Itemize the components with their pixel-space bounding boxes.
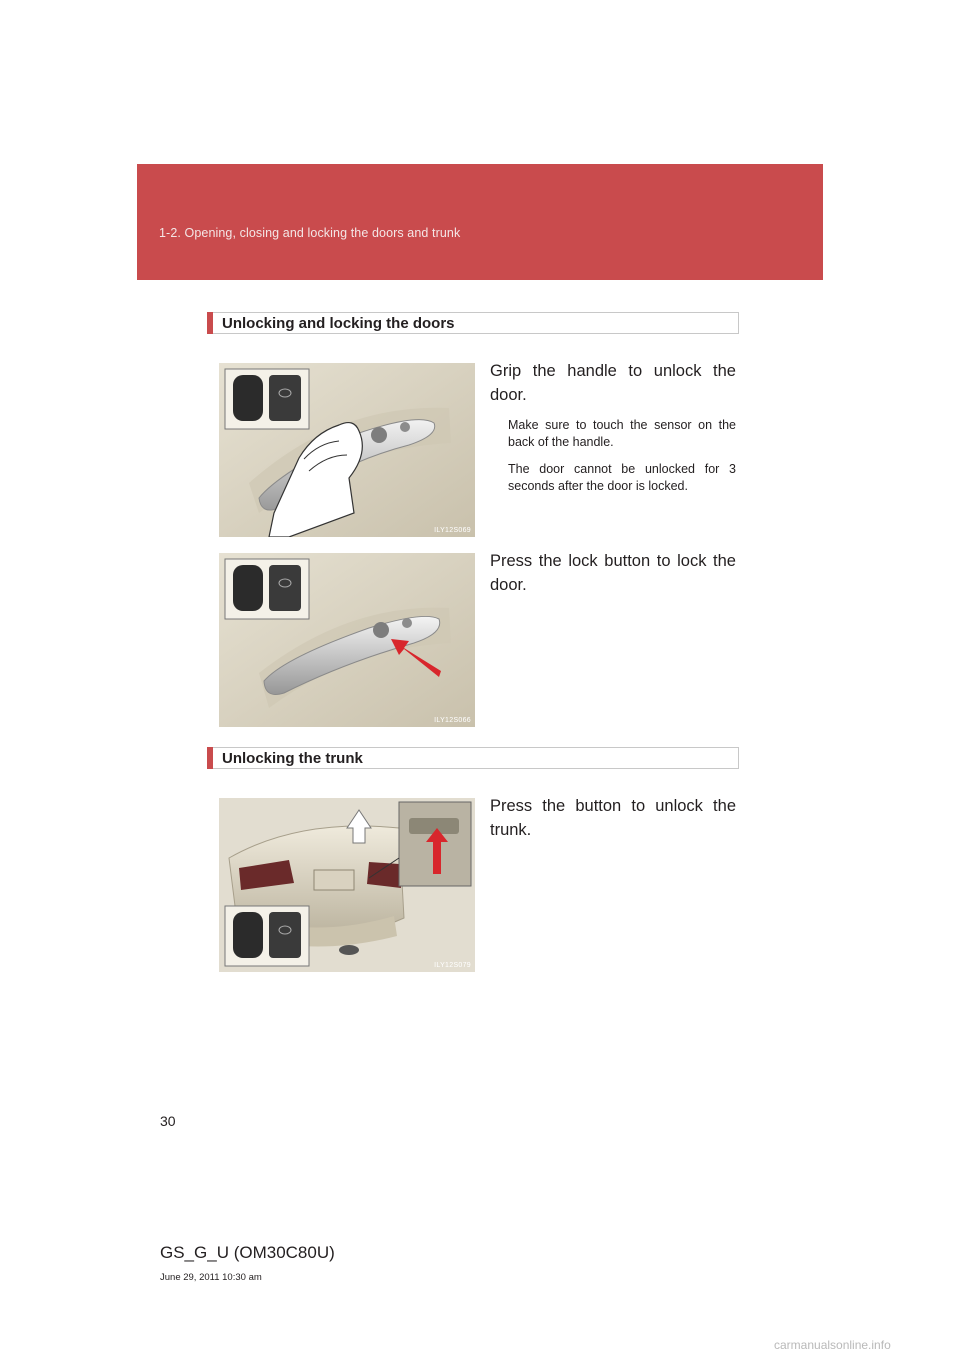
note-sensor: Make sure to touch the sensor on the back of the handle.: [508, 418, 736, 449]
document-date: June 29, 2011 10:30 am: [160, 1272, 262, 1283]
header-band: [137, 164, 823, 280]
section-title: 1-2. Opening, closing and locking the doors and trunk: [159, 226, 461, 240]
watermark: carmanualsonline.info: [774, 1338, 891, 1352]
step-text-lock: Press the lock button to lock the door.: [490, 552, 736, 594]
figure-code: ILY12S079: [434, 962, 471, 969]
heading-text: Unlocking the trunk: [222, 750, 363, 767]
step-text-trunk: Press the button to unlock the trunk.: [490, 797, 736, 839]
figure-trunk-button: [219, 798, 475, 972]
step-text-grip: Grip the handle to unlock the door.: [490, 362, 736, 404]
figure-lock-button: [219, 553, 475, 727]
page-number: 30: [160, 1113, 176, 1129]
section-heading-doors: [207, 312, 739, 334]
figure-grip-handle: [219, 363, 475, 537]
document-id: GS_G_U (OM30C80U): [160, 1243, 335, 1262]
section-heading-trunk: [207, 747, 739, 769]
note-lock-delay: The door cannot be unlocked for 3 seconds after the door is locked.: [508, 462, 736, 493]
heading-accent: [207, 312, 213, 334]
figure-code: ILY12S066: [434, 717, 471, 724]
heading-accent: [207, 747, 213, 769]
heading-text: Unlocking and locking the doors: [222, 315, 455, 332]
figure-code: ILY12S069: [434, 527, 471, 534]
